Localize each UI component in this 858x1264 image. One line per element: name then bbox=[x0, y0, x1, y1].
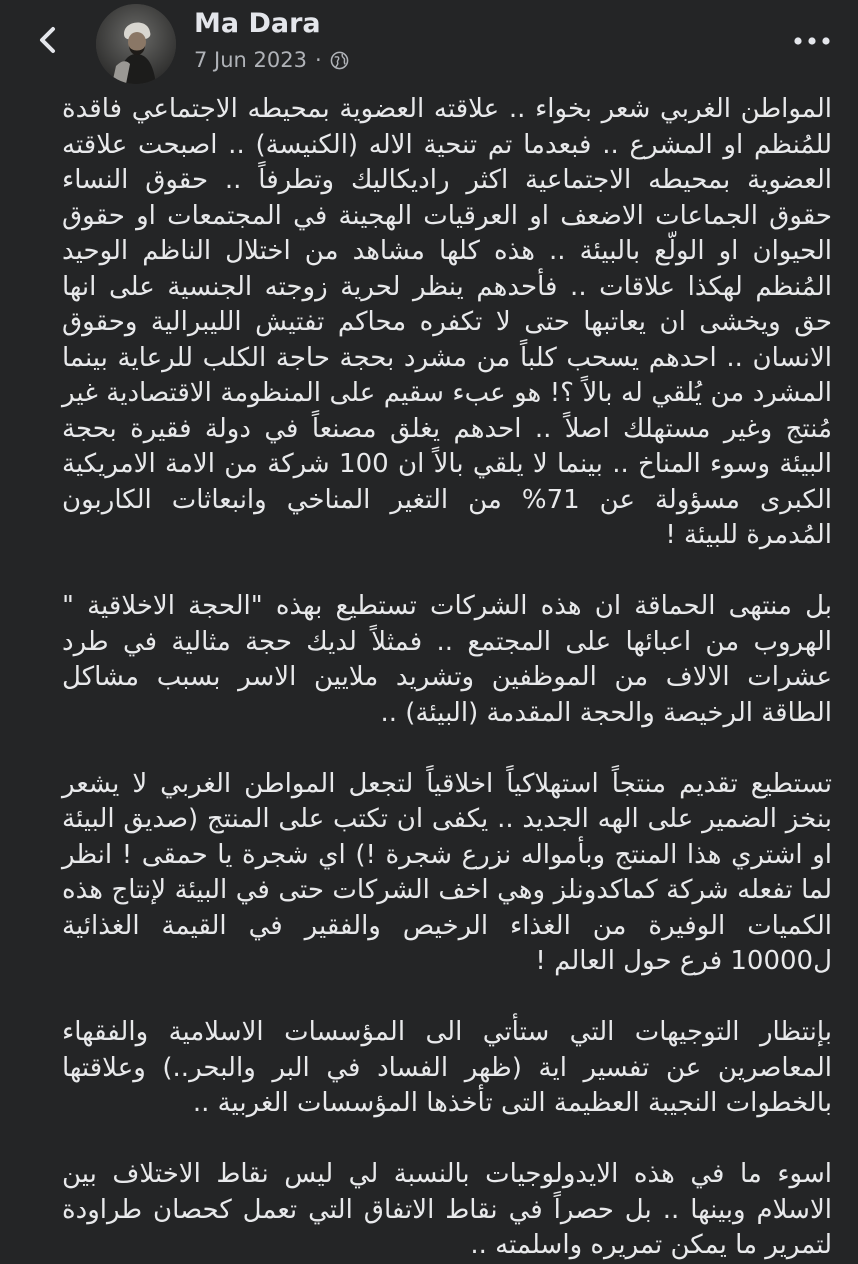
paragraph-gap bbox=[62, 731, 832, 767]
author-name[interactable]: Ma Dara bbox=[194, 8, 321, 39]
meta-separator: · bbox=[314, 48, 322, 72]
paragraph-gap bbox=[62, 554, 832, 590]
chevron-left-icon bbox=[28, 20, 68, 60]
more-horizontal-icon bbox=[788, 26, 838, 56]
post-paragraph: اسوء ما في هذه الايدولوجيات بالنسبة لي ليس نقاط الاختلاف بين الاسلام وبينها .. بل حصراً في نقاط الاتفاق التي تعمل كحصان طراودة لتمرير ما يمكن تمريره واسلمته .. bbox=[62, 1159, 832, 1260]
avatar-image bbox=[96, 4, 176, 84]
globe-icon bbox=[330, 51, 349, 70]
post-header bbox=[0, 0, 858, 100]
paragraph-gap bbox=[62, 980, 832, 1016]
post-meta bbox=[194, 48, 349, 72]
post-paragraph: المواطن الغربي شعر بخواء .. علاقته العضوية بمحيطه الاجتماعي فاقدة للمُنظم او المشرع .. فبعدما تم تنحية الاله (الكنيسة) .. اصبحت علاقته العضوية بمحيطه الاجتماعية اكثر راديكاليك وتطرفاً .. حقوق النساء حقوق الجماعات الاضعف او العرقيات الهجينة في المجتمعات او حقوق الحيوان او الولّع بالبيئة .. هذه كلها مشاهد من اختلال الناظم الوحيد المُنظم لهكذا علاقات .. فأحدهم ينظر لحرية زوجته الجنسية على انها حق ويخشى ان يعاتبها حتى لا تكفره محاكم تفتيش الليبرالية وحقوق الانسان .. احدهم يسحب كلباً من مشرد بحجة حاجة الكلب للرعاية بينما المشرد من يُلقي له بالاً ؟! هو عبء سقيم على المنظومة الاقتصادية غير مُنتج وغير مستهلك اصلاً .. احدهم يغلق مصنعاً في دولة فقيرة بحجة البيئة وسوء المناخ .. بينما لا يلقي بالاً ان 100 شركة من الامة الامريكية الكبرى مسؤولة عن 71% من التغير المناخي وانبعاثات الكاربون المُدمرة للبيئة ! bbox=[62, 94, 832, 550]
more-options-button[interactable] bbox=[788, 26, 838, 56]
post-paragraph: تستطيع تقديم منتجاً استهلاكياً اخلاقياً لتجعل المواطن الغربي لا يشعر بنخز الضمير على الهه الجديد .. يكفى ان تكتب على المنتج (صديق البيئة او اشتري هذا المنتج وبأمواله نزرع شجرة !) اي شجرة يا حمقى ! انظر لما تفعله شركة كماكدونلز وهي اخف الشركات حتى في البيئة لإنتاج هذه الكميات الوفيرة من الغذاء الرخيص والفقير في القيمة الغذائية ل10000 فرع حول العالم ! bbox=[62, 768, 832, 976]
post-date[interactable]: 7 Jun 2023 bbox=[194, 48, 307, 72]
back-button[interactable] bbox=[28, 20, 68, 60]
paragraph-gap bbox=[62, 1122, 832, 1158]
post-paragraph: بل منتهى الحماقة ان هذه الشركات تستطيع بهذه "الحجة الاخلاقية " الهروب من اعبائها على المجتمع .. فمثلاً لديك حجة مثالية في طرد عشرات الالاف من الموظفين وتشريد ملايين الاسر بسبب مشاكل الطاقة الرخيصة والحجة المقدمة (البيئة) .. bbox=[62, 591, 832, 728]
post-text bbox=[0, 92, 858, 1264]
avatar[interactable] bbox=[96, 4, 176, 84]
post-paragraph: بإنتظار التوجيهات التي ستأتي الى المؤسسات الاسلامية والفقهاء المعاصرين عن تفسير اية (ظهر الفساد في البر والبحر..) وعلاقتها بالخطوات النجيبة العظيمة التى تأخذها المؤسسات الغربية .. bbox=[62, 1017, 832, 1118]
